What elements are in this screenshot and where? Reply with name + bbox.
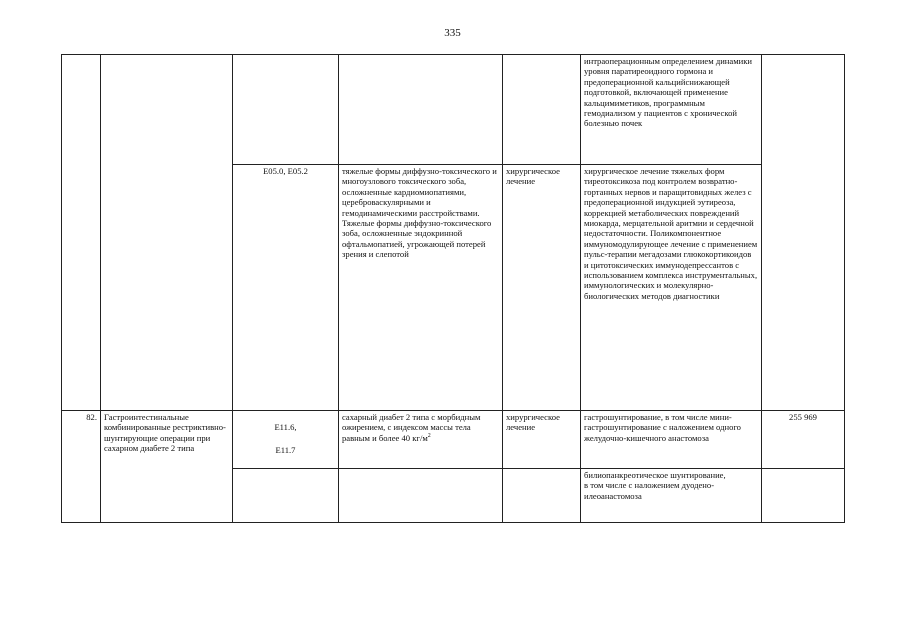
treatment-type-cell bbox=[503, 469, 581, 523]
service-name-cell bbox=[101, 55, 233, 411]
icd-code-cell: E05.0, E05.2 bbox=[233, 165, 339, 411]
price-cell bbox=[762, 469, 845, 523]
price-cell bbox=[762, 55, 845, 411]
row-number-cell: 82. bbox=[62, 411, 101, 523]
treatment-method-cell: интраоперационным определением динамики уровня паратиреоидного гормона и предоперационной кальцийснижающей подготовкой, включающей применение кальцимиметиков, программным гемодиализом у пациентов с хронической болезнью почек bbox=[581, 55, 762, 165]
page-number: 335 bbox=[444, 27, 461, 39]
patient-model-cell bbox=[339, 55, 503, 165]
patient-model-cell bbox=[339, 411, 503, 469]
icd-code-line: E11.6, bbox=[274, 422, 297, 433]
treatment-method-cell: хирургическое лечение тяжелых форм тиреотоксикоза под контролем возвратно-гортанных нервов и паращитовидных желез с предоперационной индукцией эутиреоза, коррекцией метаболических повреждений миокарда, мерцательной аритмии и сердечной недостаточности. Поликомпонентное иммуномодулирующее лечение с применением пульс-терапии мегадозами глюкокортикоидов и цитотоксических иммунодепрессантов с использованием комплекса инструментальных, иммунологических и молекулярно-биологических методов диагностики bbox=[581, 165, 762, 411]
treatment-type-cell: хирургическое лечение bbox=[503, 165, 581, 411]
treatment-method-cell: гастрошунтирование, в том числе мини-гастрошунтирование с наложением одного желудочно-кишечного анастомоза bbox=[581, 411, 762, 469]
treatment-type-cell: хирургическое лечение bbox=[503, 411, 581, 469]
patient-model-text: сахарный диабет 2 типа с морбидным ожирением, с индексом массы тела равным и более 40 кг/м bbox=[342, 412, 481, 443]
table-row bbox=[62, 411, 845, 469]
superscript-exponent: 2 bbox=[427, 432, 431, 439]
price-cell: 255 969 bbox=[762, 411, 845, 469]
icd-code-line: E11.7 bbox=[275, 445, 296, 456]
icd-code-cell bbox=[233, 55, 339, 165]
service-name-cell: Гастроинтестинальные комбинированные рестриктивно-шунтирующие операции при сахарном диабете 2 типа bbox=[101, 411, 233, 523]
icd-code-cell bbox=[233, 469, 339, 523]
medical-services-table bbox=[61, 54, 845, 523]
row-number-cell bbox=[62, 55, 101, 411]
icd-code-cell bbox=[233, 411, 339, 469]
patient-model-cell bbox=[339, 469, 503, 523]
treatment-method-cell: билиопанкреотическое шунтирование, в том числе с наложением дуодено-илеоанастомоза bbox=[581, 469, 762, 523]
patient-model-cell: тяжелые формы диффузно-токсического и многоузлового токсического зоба, осложненные кардиомиопатиями, цереброваскулярными и гемодинамическими расстройствами. Тяжелые формы диффузно-токсического зоба, осложненные эндокринной офтальмопатией, угрожающей потерей зрения и слепотой bbox=[339, 165, 503, 411]
table-row bbox=[62, 55, 845, 165]
treatment-type-cell bbox=[503, 55, 581, 165]
